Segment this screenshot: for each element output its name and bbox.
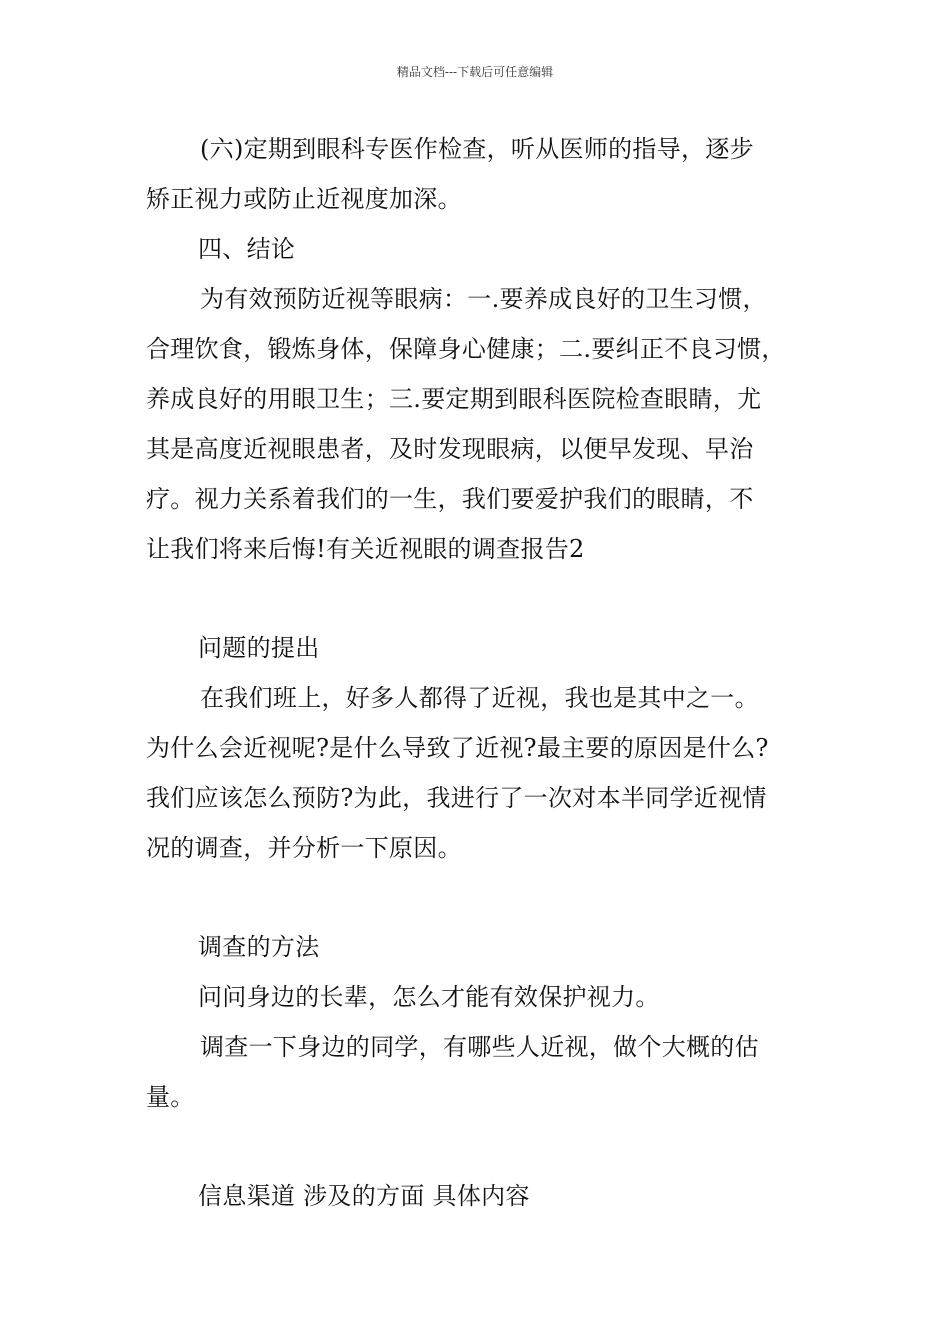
paragraph-line: 让我们将来后悔!有关近视眼的调查报告2 <box>146 535 585 563</box>
paragraph-line: 疗。视力关系着我们的一生，我们要爱护我们的眼睛，不 <box>146 485 754 513</box>
paragraph-line: 为有效预防近视等眼病：一.要养成良好的卫生习惯， <box>200 285 767 313</box>
paragraph-line: 问问身边的长辈，怎么才能有效保护视力。 <box>198 983 660 1011</box>
table-header-line: 信息渠道 涉及的方面 具体内容 <box>198 1182 530 1210</box>
paragraph-line: 调查一下身边的同学，有哪些人近视，做个大概的估 <box>200 1033 759 1061</box>
paragraph-line: 其是高度近视眼患者，及时发现眼病，以便早发现、早治 <box>146 435 754 463</box>
paragraph-line: 况的调查，并分析一下原因。 <box>146 834 462 862</box>
section-heading: 四、结论 <box>198 235 296 263</box>
paragraph-line: (六)定期到眼科专医作检查，听从医师的指导，逐步 <box>200 135 754 163</box>
paragraph-line: 在我们班上，好多人都得了近视，我也是其中之一。 <box>200 684 759 712</box>
paragraph-line: 矫正视力或防止近视度加深。 <box>146 185 462 213</box>
paragraph-line: 合理饮食，锻炼身体，保障身心健康；二.要纠正不良习惯， <box>146 335 786 363</box>
section-heading: 调查的方法 <box>198 933 320 961</box>
page-header: 精品文档---下载后可任意编辑 <box>396 65 554 79</box>
section-heading: 问题的提出 <box>198 634 320 662</box>
paragraph-line: 量。 <box>146 1083 195 1111</box>
paragraph-line: 我们应该怎么预防?为此，我进行了一次对本半同学近视情 <box>146 784 767 812</box>
paragraph-line: 养成良好的用眼卫生；三.要定期到眼科医院检查眼睛，尤 <box>146 385 762 413</box>
paragraph-line: 为什么会近视呢?是什么导致了近视?最主要的原因是什么? <box>146 734 769 762</box>
